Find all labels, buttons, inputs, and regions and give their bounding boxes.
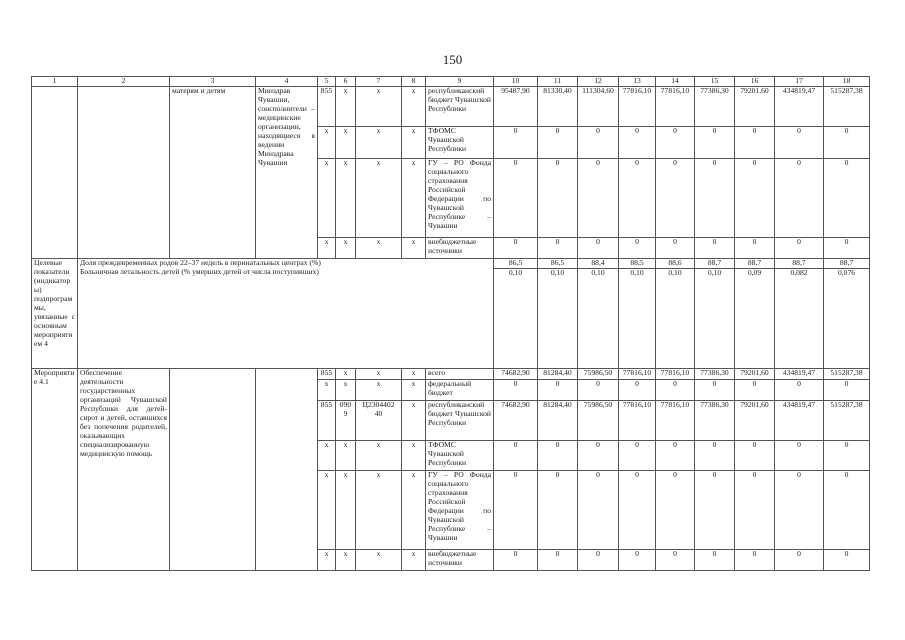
funding-source: ТФОМС Чувашской Республики xyxy=(426,126,494,158)
value-cell: 0 xyxy=(656,441,695,471)
value-cell: 515287,38 xyxy=(824,86,870,126)
value-cell: 77386,30 xyxy=(695,86,735,126)
indicator-value: 88,7 xyxy=(735,258,775,268)
header-cell: 14 xyxy=(656,77,695,87)
header-row xyxy=(32,77,870,87)
value-cell: 0 xyxy=(824,380,870,401)
code-cell: Ц2304402 40 xyxy=(356,401,402,441)
value-cell: 77386,30 xyxy=(695,369,735,380)
code-cell: x xyxy=(318,471,336,550)
value-cell: 0 xyxy=(824,158,870,237)
value-cell: 75986,50 xyxy=(578,369,619,380)
indicator-value: 86,5 xyxy=(538,258,578,268)
value-cell: 0 xyxy=(656,380,695,401)
value-cell: 0 xyxy=(538,158,578,237)
code-cell: x xyxy=(318,126,336,158)
value-cell: 0 xyxy=(775,237,824,258)
code-cell: x xyxy=(402,158,426,237)
value-cell: 0 xyxy=(735,158,775,237)
value-cell: 0 xyxy=(538,471,578,550)
value-cell: 0 xyxy=(619,158,656,237)
header-cell: 17 xyxy=(775,77,824,87)
header-cell: 12 xyxy=(578,77,619,87)
funding-source: ТФОМС Чувашской Республики xyxy=(426,441,494,471)
code-cell: x xyxy=(336,86,356,126)
budget-table xyxy=(31,76,870,571)
value-cell: 77816,10 xyxy=(656,401,695,441)
header-cell: 8 xyxy=(402,77,426,87)
code-cell: x xyxy=(402,550,426,571)
value-cell: 81284,40 xyxy=(538,369,578,380)
value-cell: 0 xyxy=(494,471,538,550)
header-cell: 9 xyxy=(426,77,494,87)
value-cell: 515287,38 xyxy=(824,369,870,380)
value-cell: 0 xyxy=(775,126,824,158)
indicator-value: 0,09 xyxy=(735,268,775,369)
value-cell: 0 xyxy=(494,237,538,258)
value-cell: 0 xyxy=(494,380,538,401)
code-cell: x xyxy=(356,237,402,258)
value-cell: 0 xyxy=(775,441,824,471)
targets-label: Целевые показатели (индикаторы) подпрограммы, увязанные с основным мероприятием 4 xyxy=(32,258,78,368)
value-cell: 74682,90 xyxy=(494,369,538,380)
value-cell: 0 xyxy=(578,441,619,471)
indicator-value: 88,7 xyxy=(775,258,824,268)
value-cell: 0 xyxy=(735,471,775,550)
value-cell: 0 xyxy=(578,550,619,571)
code-cell: x xyxy=(318,237,336,258)
table-row xyxy=(32,268,870,369)
funding-source: федеральный бюджет xyxy=(426,380,494,401)
table-row xyxy=(32,86,870,126)
value-cell: 0 xyxy=(494,126,538,158)
indicator-value: 88,5 xyxy=(619,258,656,268)
code-cell: x xyxy=(402,401,426,441)
indicator-value: 0,076 xyxy=(824,268,870,369)
code-cell: x xyxy=(402,126,426,158)
code-cell: x xyxy=(336,369,356,380)
value-cell: 0 xyxy=(578,237,619,258)
value-cell: 79201,60 xyxy=(735,401,775,441)
value-cell: 0 xyxy=(695,126,735,158)
value-cell: 111304,60 xyxy=(578,86,619,126)
code-cell: x xyxy=(402,380,426,401)
indicator-value: 86,5 xyxy=(494,258,538,268)
value-cell: 0 xyxy=(619,441,656,471)
header-cell: 13 xyxy=(619,77,656,87)
indicator-value: 88,6 xyxy=(656,258,695,268)
value-cell: 77816,10 xyxy=(656,369,695,380)
code-cell: 0909 xyxy=(336,401,356,441)
value-cell: 515287,38 xyxy=(824,401,870,441)
value-cell: 0 xyxy=(695,441,735,471)
value-cell: 434819,47 xyxy=(775,401,824,441)
value-cell: 0 xyxy=(695,237,735,258)
value-cell: 434819,47 xyxy=(775,86,824,126)
code-cell: x xyxy=(336,237,356,258)
block1-executor: Минздрав Чувашии, соисполнители – медицинские организации, находящиеся в ведении Минздрава Чувашии xyxy=(256,86,318,258)
header-cell: 2 xyxy=(78,77,170,87)
value-cell: 0 xyxy=(619,550,656,571)
table-row xyxy=(32,258,870,268)
block1-col3: матерям и детям xyxy=(170,86,256,258)
value-cell: 0 xyxy=(824,126,870,158)
value-cell: 0 xyxy=(735,550,775,571)
funding-source: республиканский бюджет Чувашской Республики xyxy=(426,86,494,126)
indicator-text: Больничная летальность детей (% умерших детей от числа поступивших) xyxy=(78,268,494,369)
value-cell: 0 xyxy=(494,441,538,471)
table-body xyxy=(32,77,870,571)
indicator-value: 0,10 xyxy=(578,268,619,369)
measure-col4 xyxy=(256,369,318,571)
value-cell: 0 xyxy=(735,126,775,158)
value-cell: 79201,60 xyxy=(735,369,775,380)
value-cell: 0 xyxy=(578,158,619,237)
value-cell: 0 xyxy=(578,126,619,158)
block1-col1 xyxy=(32,86,78,258)
code-cell: x xyxy=(318,158,336,237)
value-cell: 81284,40 xyxy=(538,401,578,441)
value-cell: 0 xyxy=(656,158,695,237)
code-cell: x xyxy=(356,86,402,126)
value-cell: 0 xyxy=(824,237,870,258)
code-cell: x xyxy=(356,158,402,237)
value-cell: 0 xyxy=(695,550,735,571)
code-cell: x xyxy=(318,550,336,571)
indicator-value: 88,7 xyxy=(824,258,870,268)
value-cell: 0 xyxy=(775,471,824,550)
code-cell: x xyxy=(318,380,336,401)
header-cell: 1 xyxy=(32,77,78,87)
code-cell: x xyxy=(356,126,402,158)
value-cell: 95487,90 xyxy=(494,86,538,126)
header-cell: 7 xyxy=(356,77,402,87)
header-cell: 10 xyxy=(494,77,538,87)
value-cell: 0 xyxy=(538,441,578,471)
value-cell: 77816,10 xyxy=(619,86,656,126)
indicator-value: 0,10 xyxy=(494,268,538,369)
code-cell: x xyxy=(336,126,356,158)
value-cell: 0 xyxy=(538,237,578,258)
value-cell: 0 xyxy=(775,380,824,401)
code-cell: x xyxy=(336,550,356,571)
value-cell: 0 xyxy=(775,550,824,571)
measure-label: Мероприятие 4.1 xyxy=(32,369,78,571)
value-cell: 0 xyxy=(656,237,695,258)
value-cell: 0 xyxy=(824,441,870,471)
value-cell: 434819,47 xyxy=(775,369,824,380)
value-cell: 79201,60 xyxy=(735,86,775,126)
value-cell: 0 xyxy=(656,126,695,158)
value-cell: 0 xyxy=(619,126,656,158)
code-cell: x xyxy=(402,441,426,471)
header-cell: 15 xyxy=(695,77,735,87)
header-cell: 6 xyxy=(336,77,356,87)
value-cell: 75986,50 xyxy=(578,401,619,441)
value-cell: 77816,10 xyxy=(619,369,656,380)
value-cell: 0 xyxy=(494,550,538,571)
funding-source: ГУ – РО Фонда социального страхования Российской Федерации по Чувашской Республике – Чувашии xyxy=(426,158,494,237)
indicator-value: 0,10 xyxy=(619,268,656,369)
value-cell: 0 xyxy=(824,471,870,550)
value-cell: 0 xyxy=(695,380,735,401)
code-cell: x xyxy=(336,380,356,401)
header-cell: 18 xyxy=(824,77,870,87)
header-cell: 3 xyxy=(170,77,256,87)
code-cell: x xyxy=(356,471,402,550)
funding-source: республиканский бюджет Чувашской Республики xyxy=(426,401,494,441)
header-cell: 5 xyxy=(318,77,336,87)
code-cell: x xyxy=(356,369,402,380)
value-cell: 0 xyxy=(775,158,824,237)
value-cell: 77816,10 xyxy=(619,401,656,441)
value-cell: 77816,10 xyxy=(656,86,695,126)
value-cell: 0 xyxy=(735,441,775,471)
value-cell: 0 xyxy=(735,237,775,258)
funding-source: всего xyxy=(426,369,494,380)
table-row xyxy=(32,369,870,380)
value-cell: 0 xyxy=(619,380,656,401)
code-cell: 855 xyxy=(318,86,336,126)
value-cell: 74682,90 xyxy=(494,401,538,441)
value-cell: 0 xyxy=(735,380,775,401)
code-cell: x xyxy=(318,441,336,471)
value-cell: 0 xyxy=(656,471,695,550)
value-cell: 0 xyxy=(538,380,578,401)
code-cell: x xyxy=(336,441,356,471)
indicator-value: 0,10 xyxy=(656,268,695,369)
code-cell: x xyxy=(336,471,356,550)
value-cell: 77386,30 xyxy=(695,401,735,441)
measure-col3 xyxy=(170,369,256,571)
code-cell: 855 xyxy=(318,369,336,380)
value-cell: 0 xyxy=(824,550,870,571)
value-cell: 0 xyxy=(538,126,578,158)
value-cell: 0 xyxy=(619,471,656,550)
block1-col2 xyxy=(78,86,170,258)
indicator-value: 0,10 xyxy=(538,268,578,369)
code-cell: x xyxy=(336,158,356,237)
indicator-value: 0,082 xyxy=(775,268,824,369)
code-cell: x xyxy=(356,380,402,401)
value-cell: 0 xyxy=(578,471,619,550)
funding-source: ГУ – РО Фонда социального страхования Российской Федерации по Чувашской Республике – Чувашии xyxy=(426,471,494,550)
page-number: 150 xyxy=(442,52,463,67)
code-cell: x xyxy=(356,550,402,571)
code-cell: x xyxy=(402,369,426,380)
value-cell: 0 xyxy=(494,158,538,237)
value-cell: 0 xyxy=(695,471,735,550)
code-cell: x xyxy=(402,86,426,126)
value-cell: 0 xyxy=(695,158,735,237)
code-cell: x xyxy=(402,237,426,258)
header-cell: 4 xyxy=(256,77,318,87)
funding-source: внебюджетные источники xyxy=(426,550,494,571)
indicator-value: 88,4 xyxy=(578,258,619,268)
indicator-text: Доля преждевременных родов 22–37 недель в перинатальных центрах (%) xyxy=(78,258,494,268)
code-cell: 855 xyxy=(318,401,336,441)
value-cell: 81330,40 xyxy=(538,86,578,126)
header-cell: 16 xyxy=(735,77,775,87)
funding-source: внебюджетные источники xyxy=(426,237,494,258)
value-cell: 0 xyxy=(656,550,695,571)
indicator-value: 88,7 xyxy=(695,258,735,268)
value-cell: 0 xyxy=(578,380,619,401)
code-cell: x xyxy=(356,441,402,471)
code-cell: x xyxy=(402,471,426,550)
indicator-value: 0,10 xyxy=(695,268,735,369)
header-cell: 11 xyxy=(538,77,578,87)
measure-title: Обеспечение деятельности государственных организаций Чувашской Республики для детей-сирот и детей, оставшихся без попечения родителей, оказывающих специализированную медицинскую помощь xyxy=(78,369,170,571)
value-cell: 0 xyxy=(619,237,656,258)
value-cell: 0 xyxy=(538,550,578,571)
